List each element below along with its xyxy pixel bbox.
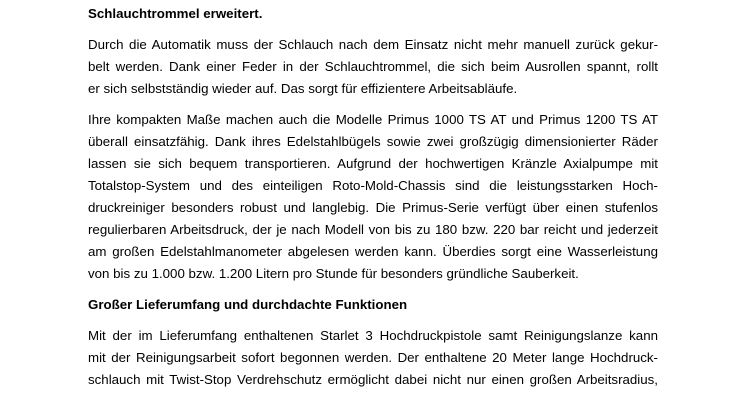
paragraph-2-line-1: Ihre kompakten Maße machen auch die Modelle Primus 1000 TS AT und Primus 1200 TS AT [88,112,658,127]
paragraph-1-line-3: er sich selbstständig wieder auf. Das sorgt für effizientere Arbeitsabläufe. [88,81,518,96]
section-heading-scope-of-delivery: Großer Lieferumfang und durchdachte Funktionen [88,297,408,312]
paragraph-2-line-6: regulierbaren Arbeitsdruck, der je nach Modell von bis zu 180 bzw. 220 bar reicht und jederzeit [88,222,658,237]
paragraph-1-line-1: Durch die Automatik muss der Schlauch nach dem Einsatz nicht mehr manuell zurück gekur- [88,37,658,52]
paragraph-2-line-8: von bis zu 1.000 bzw. 1.200 Litern pro Stunde für besonders gründliche Sauberkeit. [88,266,579,281]
section-heading-hose-reel: Schlauchtrommel erweitert. [88,6,263,21]
paragraph-2-line-2: überall einsatzfähig. Dank ihres Edelstahlbügels sowie zwei großzügig dimensionierter Räder [88,134,658,149]
paragraph-1-line-2: belt werden. Dank einer Feder in der Schlauchtrommel, die sich beim Ausrollen spannt, rollt [88,59,658,74]
paragraph-2-line-7: am großen Edelstahlmanometer abgelesen werden kann. Überdies sorgt eine Wasserleistung [88,244,658,259]
paragraph-2-line-5: druckreiniger besonders robust und langlebig. Die Primus-Serie verfügt über einen stufenlos [88,200,658,215]
paragraph-3-line-1: Mit der im Lieferumfang enthaltenen Starlet 3 Hochdruckpistole samt Reinigungslanze kann [88,328,658,343]
paragraph-3-line-3: schlauch mit Twist-Stop Verdrehschutz ermöglicht dabei nicht nur einen großen Arbeitsradius, [88,372,658,387]
paragraph-2-line-3: lassen sie sich bequem transportieren. Aufgrund der hochwertigen Kränzle Axialpumpe mit [88,156,658,171]
paragraph-2-line-4: Totalstop-System und des einteiligen Roto-Mold-Chassis sind die leistungsstarken Hoch- [88,178,658,193]
paragraph-3-line-2: mit der Reinigungsarbeit sofort begonnen werden. Der enthaltene 20 Meter lange Hochdruck- [88,350,658,365]
